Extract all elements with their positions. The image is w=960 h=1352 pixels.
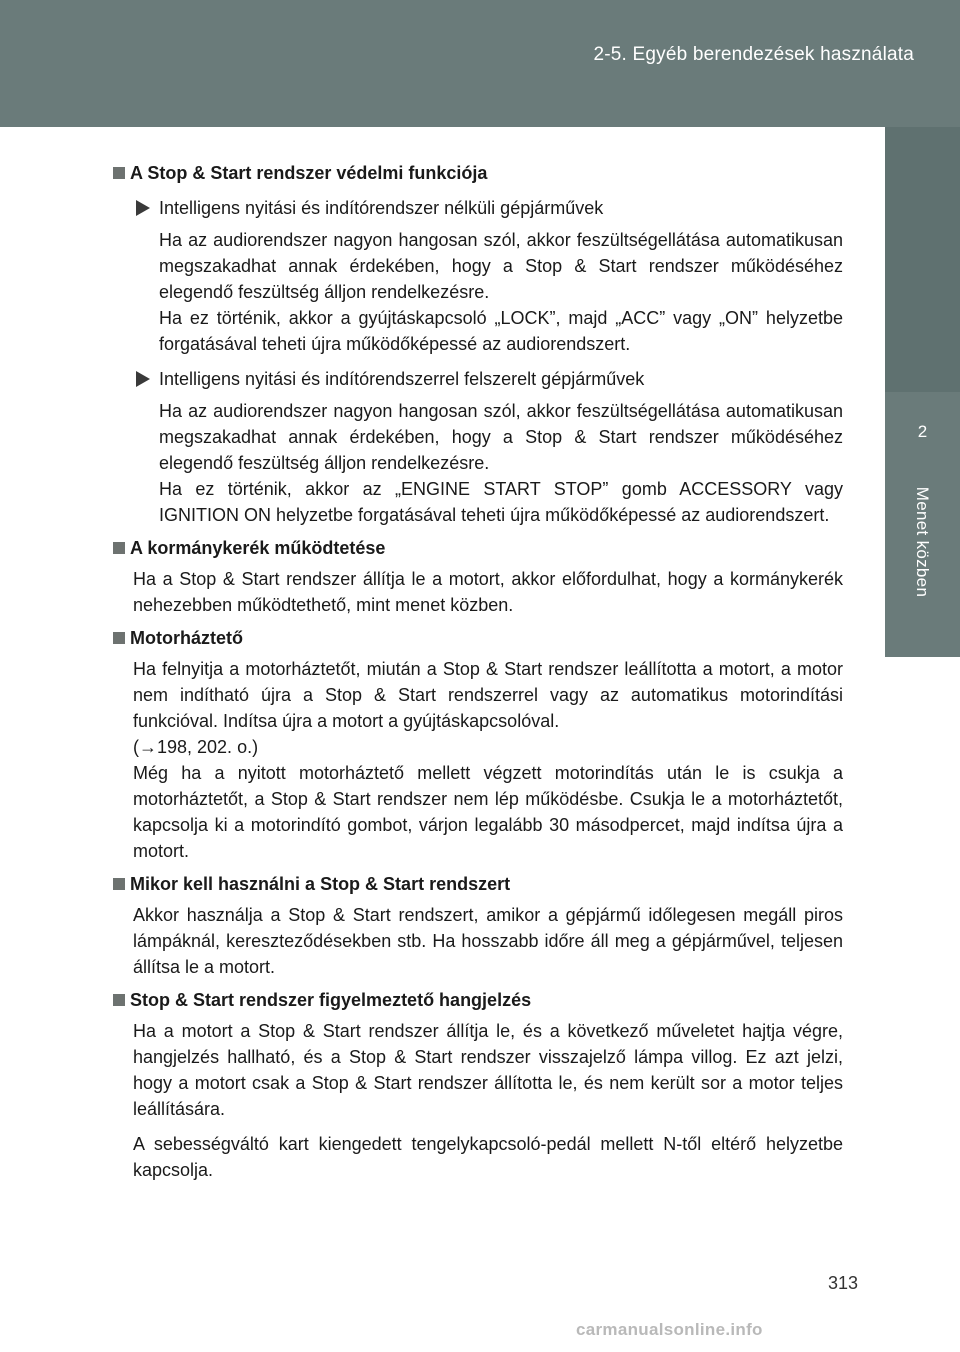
chapter-tab	[885, 392, 960, 657]
paragraph: Ha az audiorendszer nagyon hangosan szól, akkor feszültségellátása automatikusan megszakadhat annak érdekében, hogy a Stop & Start rendszer működéséhez elegendő feszültség álljon rendelkezésre. Ha ez történik, akkor az „ENGINE START STOP” gomb ACCESSORY vagy IGNITION ON helyzetbe forgatásával teheti újra működőképessé az audiorendszert.	[159, 401, 843, 525]
section-heading: A Stop & Start rendszer védelmi funkciója	[112, 160, 843, 186]
side-tab-blank	[885, 127, 960, 392]
chapter-label: Menet közben	[913, 486, 932, 598]
square-bullet-icon	[113, 167, 125, 179]
paragraph: Ha a Stop & Start rendszer állítja le a motort, akkor előfordulhat, hogy a kormánykerék nehezebben működtethető, mint menet közben.	[133, 569, 843, 615]
main-content	[112, 160, 843, 1183]
section-heading: Motorháztető	[112, 625, 843, 651]
triangle-bullet-icon	[136, 200, 150, 216]
section-title: 2-5. Egyéb berendezések használata	[593, 44, 914, 65]
paragraph: A sebességváltó kart kiengedett tengelykapcsoló-pedál mellett N-től eltérő helyzetbe kapcsolja.	[133, 1134, 843, 1180]
square-bullet-icon	[113, 632, 125, 644]
paragraph: Akkor használja a Stop & Start rendszert, amikor a gépjármű időlegesen megáll piros lámpáknál, kereszteződésekben stb. Ha hosszabb időre áll meg a gépjárművel, teljesen állítsa le a motort.	[133, 905, 843, 977]
section-heading: Mikor kell használni a Stop & Start rendszert	[112, 871, 843, 897]
section-heading: A kormánykerék működtetése	[112, 535, 843, 561]
chapter-number: 2	[917, 422, 928, 441]
page-number: 313	[828, 1273, 859, 1293]
paragraph: Ha a motort a Stop & Start rendszer állítja le, és a következő műveletet hajtja végre, hangjelzés hallható, és a Stop & Start rendszer visszajelző lámpa villog. Ez azt jelzi, hogy a motort csak a Stop & Start rendszer állította le, és nem került sor a motor teljes leállítására.	[133, 1021, 843, 1119]
square-bullet-icon	[113, 542, 125, 554]
page-reference: (→198, 202. o.)	[133, 737, 259, 757]
subsection-heading: Intelligens nyitási és indítórendszer nélküli gépjárművek	[112, 195, 843, 221]
paragraph: Ha felnyitja a motorháztetőt, miután a Stop & Start rendszer leállította a motort, a motor nem indítható újra a Stop & Start rendszerrel vagy az automatikus motorindítási funkcióval. Indítsa újra a motort a gyújtáskapcsolóval. (→198, 202. o.) Még ha a nyitott motorháztető mellett végzett motorindítás után le is csukja a motorháztetőt, a Stop & Start rendszer nem lép működésbe. Csukja le a motorháztetőt, kapcsolja ki a motorindító gombot, várjon legalább 30 másodpercet, majd indítsa újra a motort.	[133, 659, 843, 861]
paragraph: Ha az audiorendszer nagyon hangosan szól, akkor feszültségellátása automatikusan megszakadhat annak érdekében, hogy a Stop & Start rendszer működéséhez elegendő feszültség álljon rendelkezésre. Ha ez történik, akkor a gyújtáskapcsoló „LOCK”, majd „ACC” vagy „ON” helyzetbe forgatásával teheti újra működőképessé az audiorendszert.	[159, 230, 843, 354]
page-header	[0, 0, 960, 127]
square-bullet-icon	[113, 878, 125, 890]
square-bullet-icon	[113, 994, 125, 1006]
subsection-heading: Intelligens nyitási és indítórendszerrel felszerelt gépjárművek	[112, 366, 843, 392]
triangle-bullet-icon	[136, 371, 150, 387]
watermark: carmanualsonline.info	[576, 1320, 763, 1339]
section-heading: Stop & Start rendszer figyelmeztető hangjelzés	[112, 987, 843, 1013]
